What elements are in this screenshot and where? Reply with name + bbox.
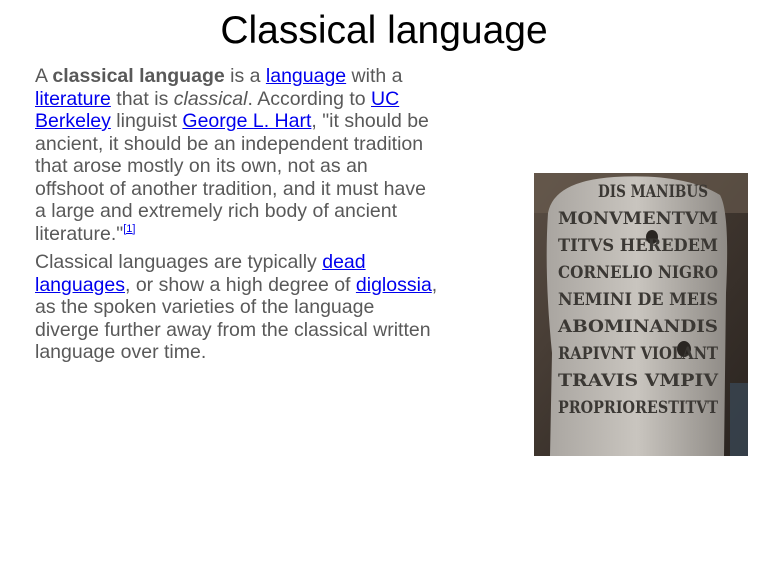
text-segment: linguist bbox=[110, 110, 183, 132]
inscription-line: ABOMINANDIS bbox=[556, 317, 718, 337]
slide-body bbox=[35, 65, 440, 370]
text-segment: . According to bbox=[247, 87, 372, 110]
text-segment: Classical languages are typically bbox=[35, 251, 323, 273]
link-dead-languages[interactable]: dead languages bbox=[35, 251, 366, 296]
inscription-line: PROPRIORESTITVT bbox=[558, 398, 719, 418]
text-segment: , "it should be ancient, it should be an independent tradition that arose mostly on its own, not as an offshoot of another tradition, and it must have a large and extremely rich body of ancient literature." bbox=[35, 110, 429, 245]
link-uc-berkeley[interactable]: UC Berkeley bbox=[35, 87, 400, 132]
inscription-line: MONVMENTVM bbox=[558, 209, 719, 229]
link-george-hart[interactable]: George L. Hart bbox=[182, 110, 312, 132]
inscription-photo bbox=[534, 173, 748, 456]
slide-title: Classical language bbox=[220, 9, 548, 52]
stone-inscription-image bbox=[534, 173, 748, 456]
text-segment: that is bbox=[110, 87, 174, 110]
link-language[interactable]: language bbox=[265, 65, 347, 87]
text-segment: , or show a high degree of bbox=[125, 273, 356, 296]
inscription-line: RAPIVNT VIOLANT bbox=[558, 344, 719, 364]
footnote-link[interactable]: [1] bbox=[123, 222, 136, 235]
link-diglossia[interactable]: diglossia bbox=[355, 273, 432, 296]
inscription-line: CORNELIO NIGRO bbox=[558, 263, 719, 283]
inscription-line: TRAVIS VMPIV bbox=[558, 371, 719, 391]
inscription-line: NEMINI DE MEIS bbox=[558, 290, 718, 310]
inscription-text bbox=[557, 182, 719, 418]
italic-term: classical bbox=[173, 87, 248, 110]
paragraph-dead-languages bbox=[35, 251, 440, 364]
text-segment: , as the spoken varieties of the language diverge further away from the classical written language over time. bbox=[35, 273, 438, 363]
text-segment: with a bbox=[346, 65, 403, 87]
text-segment: A bbox=[35, 65, 53, 87]
paragraph-definition bbox=[35, 65, 440, 245]
inscription-line: TITVS HEREDEM bbox=[558, 236, 719, 256]
link-literature[interactable]: literature bbox=[35, 87, 111, 110]
text-segment: is a bbox=[224, 65, 266, 87]
footnote-ref bbox=[123, 218, 135, 236]
bold-term: classical language bbox=[52, 65, 225, 87]
inscription-line: DIS MANIBUS bbox=[598, 182, 708, 202]
